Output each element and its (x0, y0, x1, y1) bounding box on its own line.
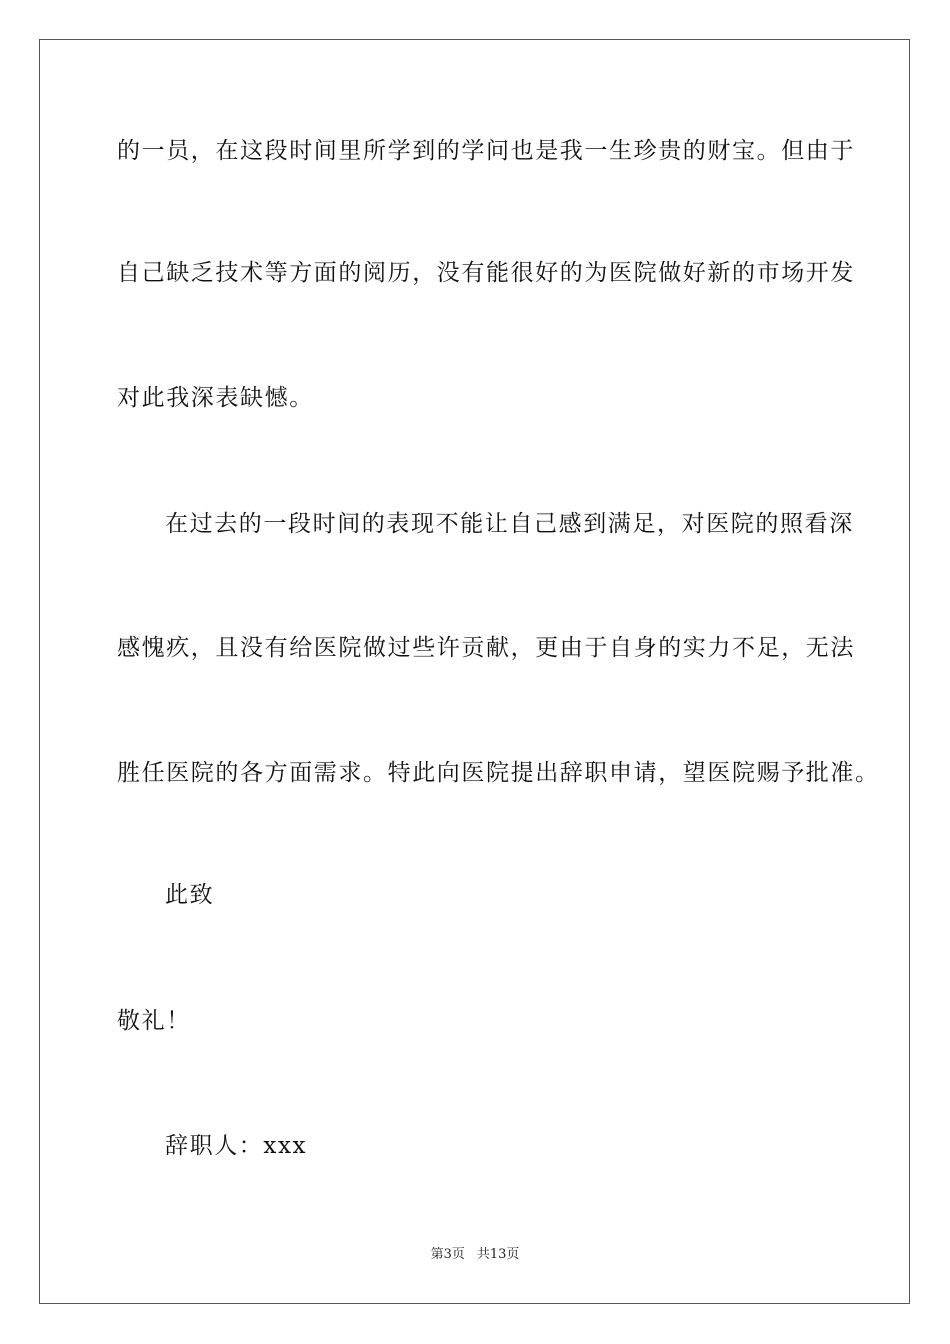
body-line-2: 自己缺乏技术等方面的阅历，没有能很好的为医院做好新的市场开发 (117, 260, 855, 286)
closing-salutation: 此致 (165, 882, 215, 908)
page-total: 共13页 (476, 1247, 520, 1262)
body-line-6: 胜任医院的各方面需求。特此向医院提出辞职申请，望医院赐予批准。 (117, 760, 880, 786)
body-line-5: 感愧疚，且没有给医院做过些许贡献，更由于自身的实力不足，无法 (117, 635, 855, 661)
signature-line: 辞职人：xxx (165, 1133, 308, 1159)
body-line-4: 在过去的一段时间的表现不能让自己感到满足，对医院的照看深 (165, 511, 854, 537)
closing-regards: 敬礼！ (117, 1008, 191, 1034)
page-border (39, 39, 910, 1304)
body-line-1: 的一员，在这段时间里所学到的学问也是我一生珍贵的财宝。但由于 (117, 138, 855, 164)
page-footer (0, 1246, 950, 1264)
page-number: 第3页 (430, 1247, 465, 1262)
body-line-3: 对此我深表缺憾。 (117, 385, 314, 411)
